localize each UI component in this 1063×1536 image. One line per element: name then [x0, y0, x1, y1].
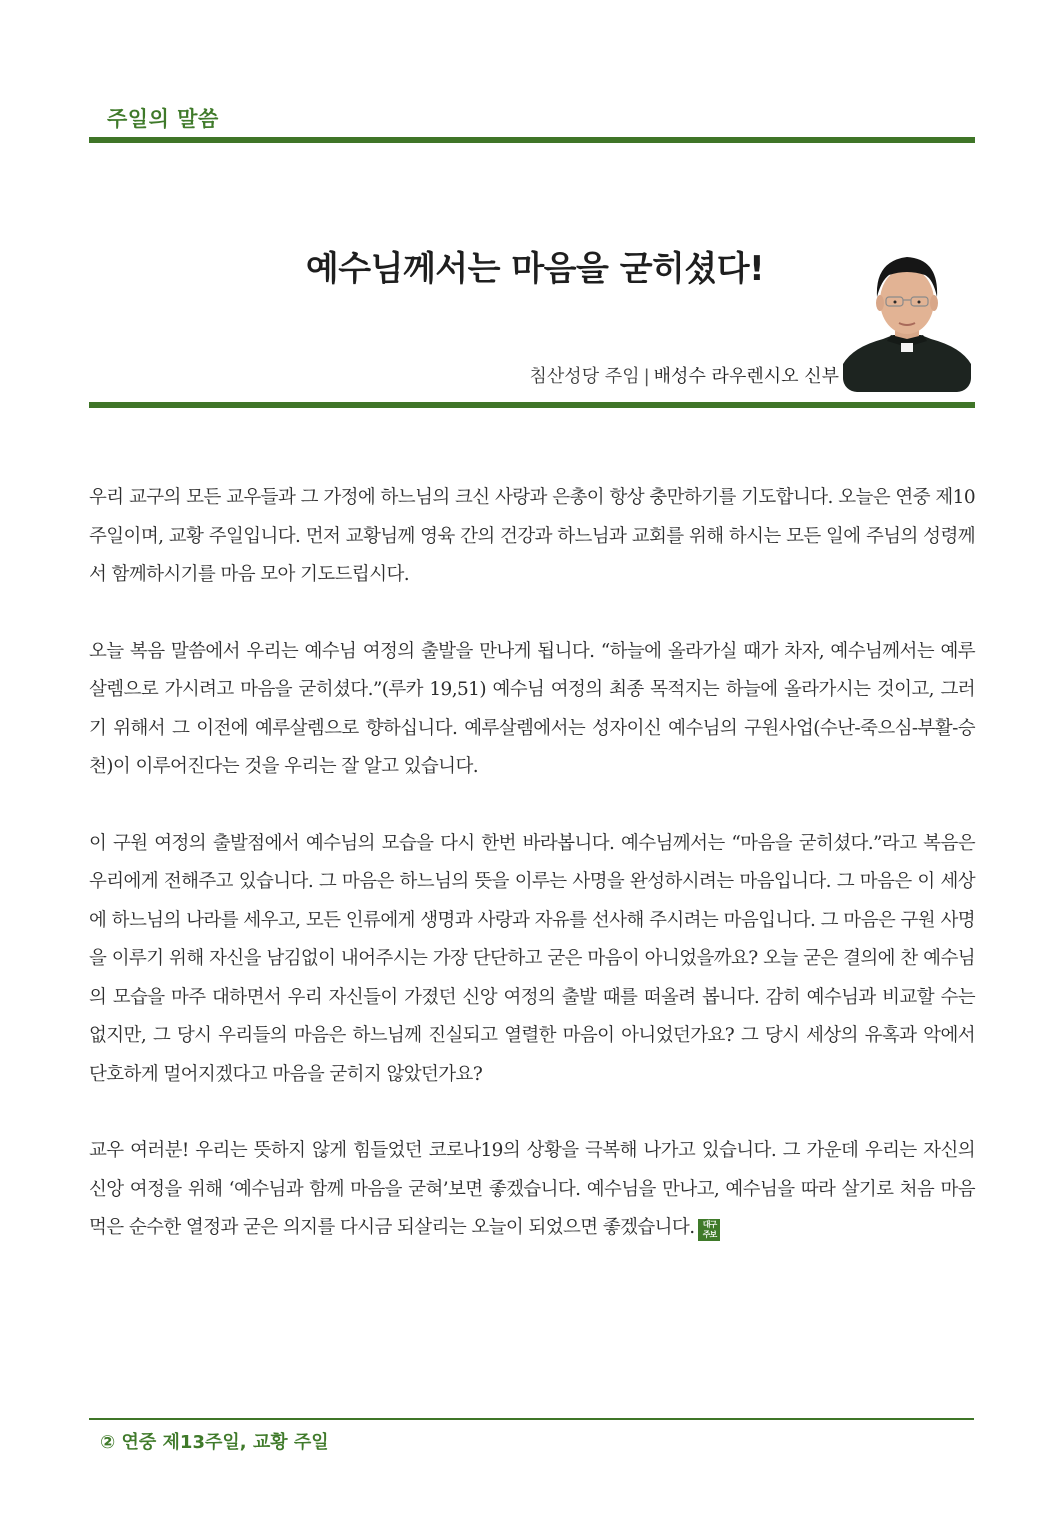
footer-page-label: ② 연중 제13주일, 교황 주일: [100, 1432, 329, 1453]
byline: [530, 362, 839, 388]
paragraph-3: 이 구원 여정의 출발점에서 예수님의 모습을 다시 한번 바라봅니다. 예수님께서는 “마음을 굳히셨다.”라고 복음은 우리에게 전해주고 있습니다. 그 마음은 하느님의 뜻을 이루는 사명을 완성하시려는 마음입니다. 그 마음은 이 세상에 하느님의 나라를 세우고, 모든 인류에게 생명과 사랑과 자유를 선사해 주시려는 마음입니다. 그 마음은 구원 사명을 이루기 위해 자신을 남김없이 내어주시는 가장 단단하고 굳은 마음이 아니었을까요? 오늘 굳은 결의에 찬 예수님의 모습을 마주 대하면서 우리 자신들이 가졌던 신앙 여정의 출발 때를 떠올려 봅니다. 감히 예수님과 비교할 수는 없지만, 그 당시 우리들의 마음은 하느님께 진실되고 열렬한 마음이 아니었던가요? 그 당시 세상의 유혹과 악에서 단호하게 멀어지겠다고 마음을 굳히지 않았던가요?: [89, 832, 975, 1085]
paragraph-2: 오늘 복음 말씀에서 우리는 예수님 여정의 출발을 만나게 됩니다. “하늘에 올라가실 때가 차자, 예수님께서는 예루살렘으로 가시려고 마음을 굳히셨다.”(루카 19,51) 예수님 여정의 최종 목적지는 하늘에 올라가시는 것이고, 그러기 위해서 그 이전에 예루살렘으로 향하십니다. 예루살렘에서는 성자이신 예수님의 구원사업(수난-죽으심-부활-승천)이 이루어진다는 것을 우리는 잘 알고 있습니다.: [89, 640, 975, 777]
footer-rule: [89, 1418, 974, 1420]
byline-separator: |: [643, 366, 650, 387]
paragraph-1: 우리 교구의 모든 교우들과 그 가정에 하느님의 크신 사랑과 은총이 항상 충만하기를 기도합니다. 오늘은 연중 제10주일이며, 교황 주일입니다. 먼저 교황님께 영육 간의 건강과 하느님과 교회를 위해 하시는 모든 일에 주님의 성령께서 함께하시기를 마음 모아 기도드립시다.: [89, 487, 975, 585]
portrait-icon: [843, 239, 971, 392]
title-rule: [89, 402, 975, 408]
section-label: 주일의 말씀: [107, 107, 219, 131]
end-mark-icon: [698, 1219, 720, 1241]
article-title: 예수님께서는 마음을 굳히셨다!: [305, 249, 765, 289]
paragraph-4: [89, 1132, 975, 1248]
header-rule: [89, 137, 975, 143]
byline-author: 배성수 라우렌시오 신부: [653, 366, 839, 387]
author-photo: [843, 239, 971, 392]
end-mark-line2: 주보: [702, 1230, 717, 1239]
end-mark-line1: 대구: [702, 1220, 717, 1229]
paragraph-4-text: 교우 여러분! 우리는 뜻하지 않게 힘들었던 코로나19의 상황을 극복해 나가고 있습니다. 그 가운데 우리는 자신의 신앙 여정을 위해 ‘예수님과 함께 마음을 굳혀’보면 좋겠습니다. 예수님을 만나고, 예수님을 따라 살기로 처음 마음먹은 순수한 열정과 굳은 의지를 다시금 되살리는 오늘이 되었으면 좋겠습니다.: [89, 1140, 975, 1238]
byline-parish: 침산성당 주임: [529, 366, 640, 387]
article-body: [89, 479, 975, 1286]
